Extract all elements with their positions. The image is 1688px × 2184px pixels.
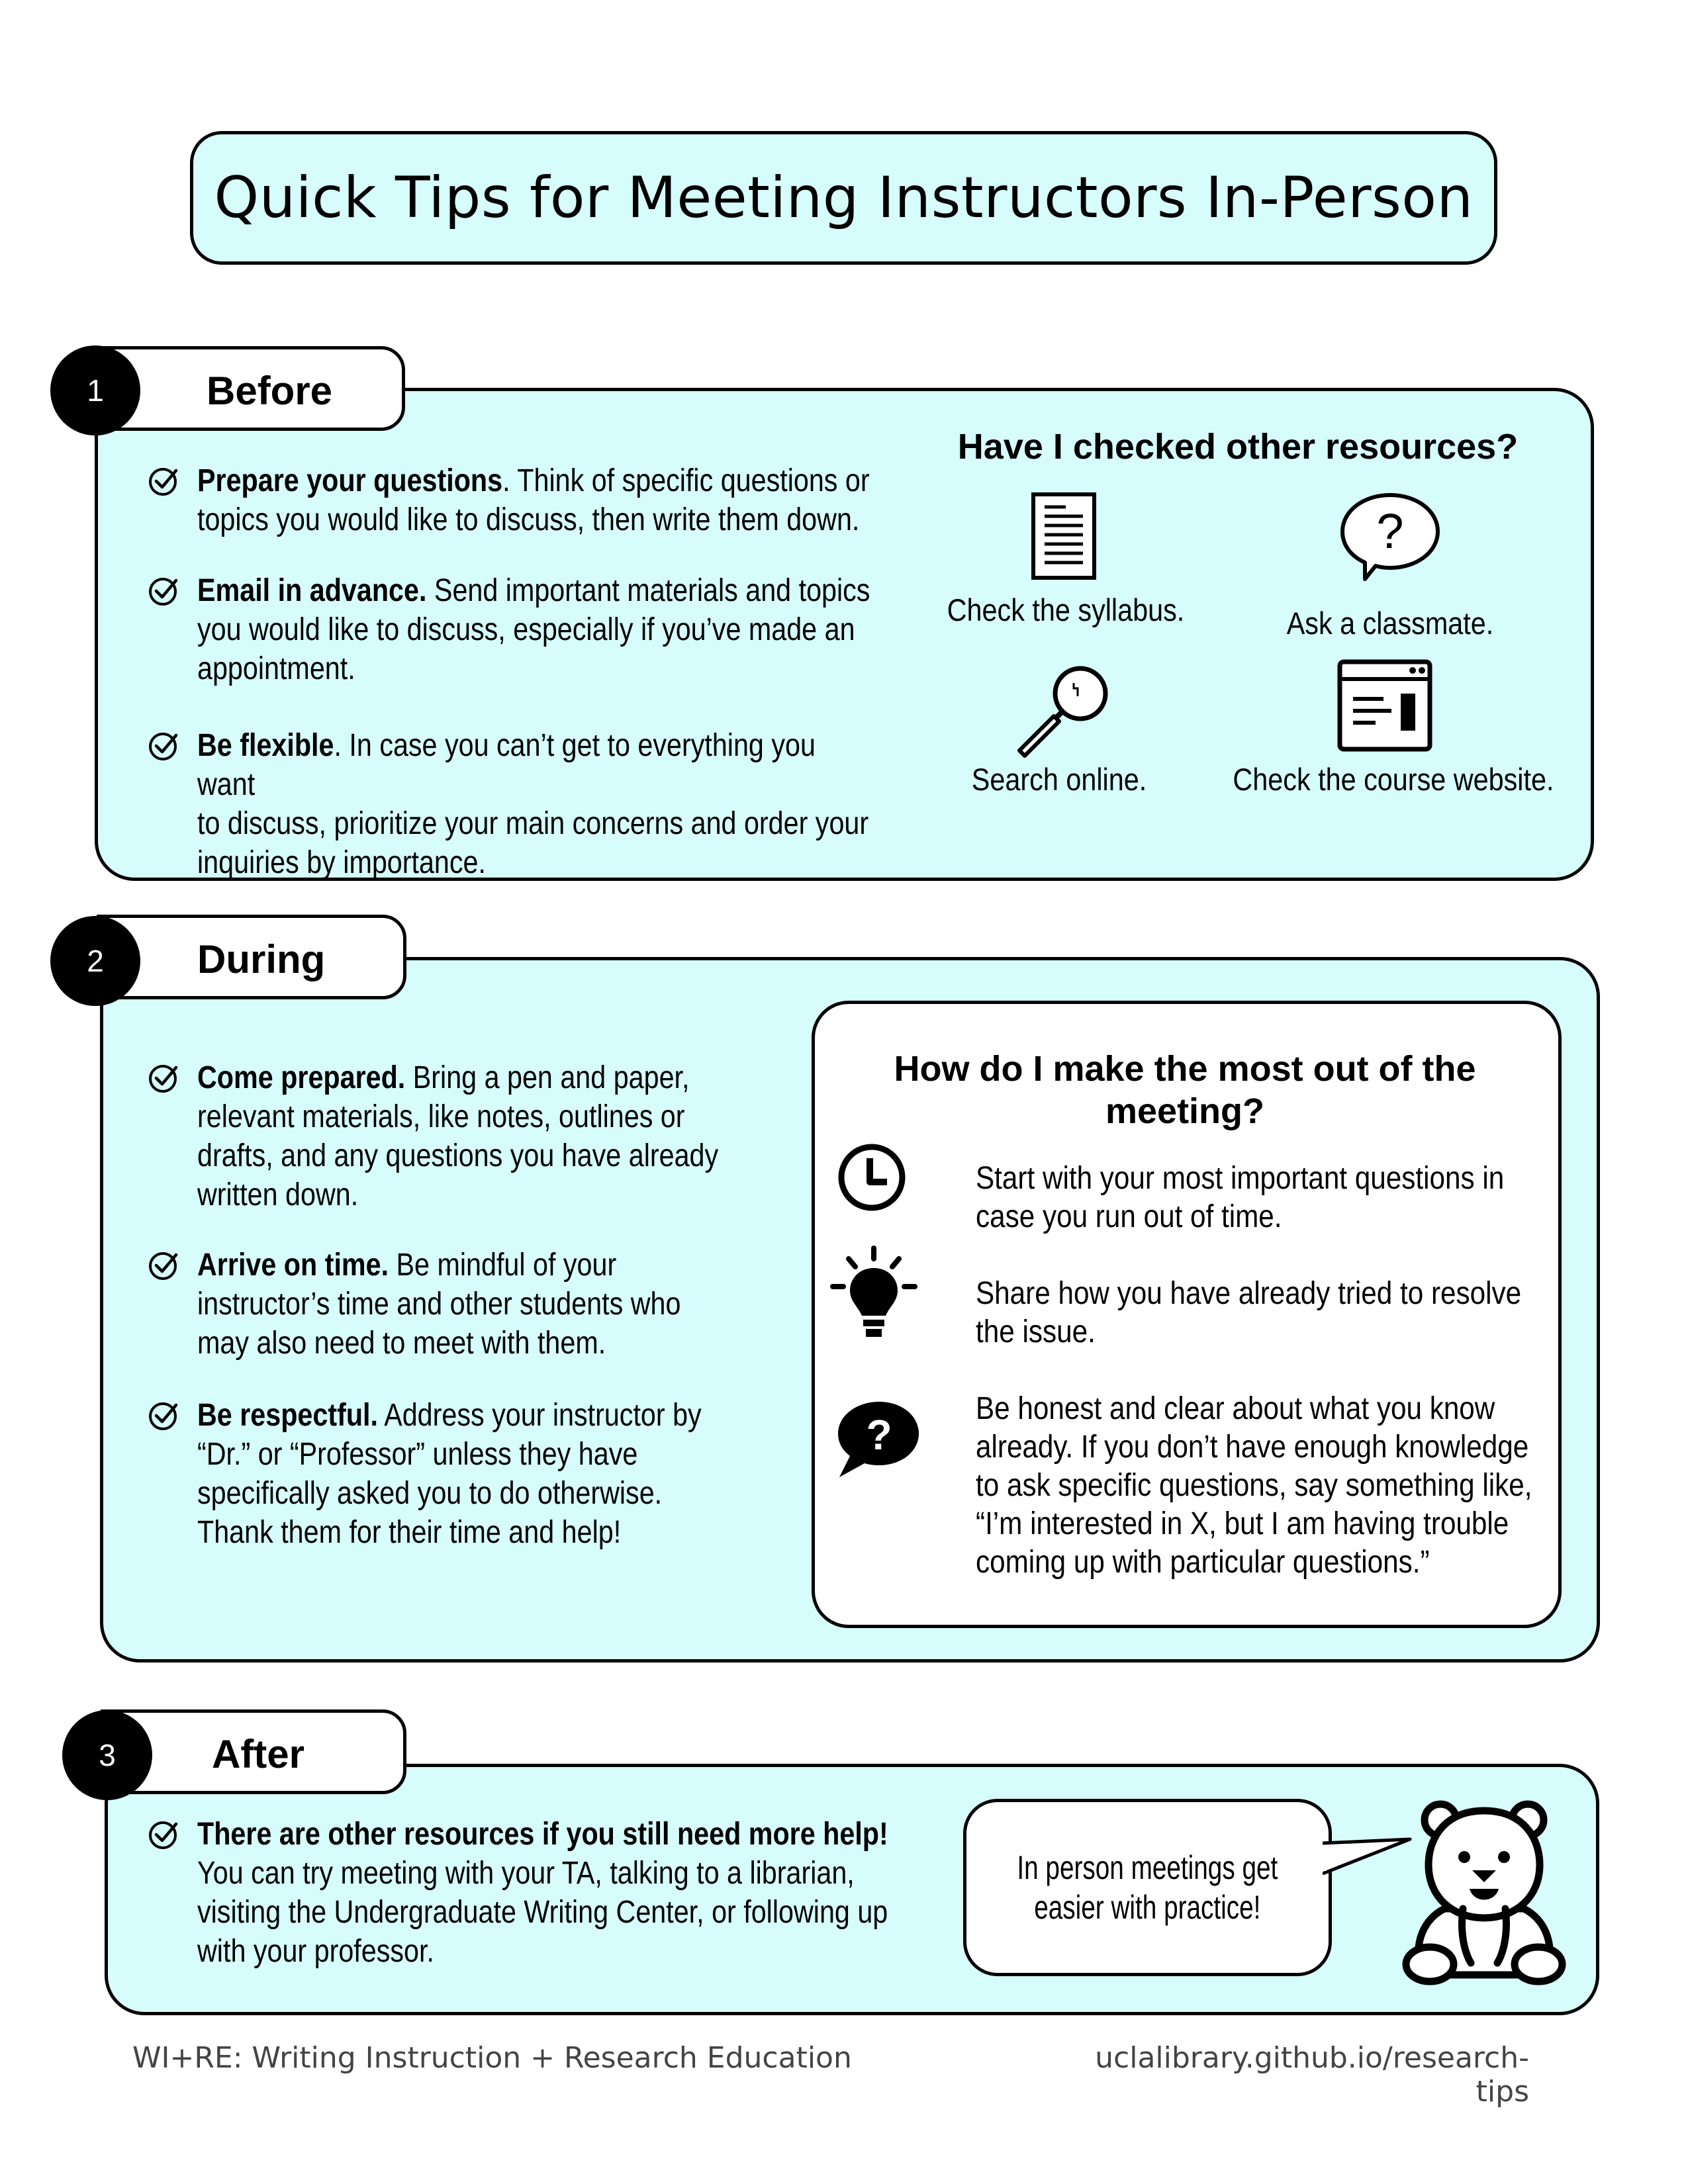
before-label: Before: [207, 369, 333, 413]
tip-text: drafts, and any questions you have already: [197, 1138, 719, 1173]
check-icon: [147, 1062, 180, 1095]
check-icon: [147, 1399, 180, 1432]
tip-text: appointment.: [197, 651, 355, 686]
during-label: During: [197, 937, 326, 981]
tip-be-flexible: [197, 726, 880, 882]
tip-be-respectful: [197, 1396, 823, 1552]
step-number-2: 2: [50, 916, 140, 1006]
check-icon: [147, 465, 180, 498]
strategies-heading: [821, 1048, 1549, 1132]
tip-text: Thank them for their time and help!: [197, 1515, 622, 1550]
tip-text: you would like to discuss, especially if you’ve made an: [197, 612, 855, 647]
strategies-heading-line: How do I make the most out of the: [894, 1049, 1476, 1089]
check-icon: [147, 729, 180, 762]
strategy-line: coming up with particular questions.”: [976, 1545, 1430, 1580]
tip-text: with your professor.: [197, 1934, 434, 1969]
tip-text: Bring a pen and paper,: [405, 1060, 690, 1095]
step-number-1: 1: [50, 345, 140, 435]
strategy-line: case you run out of time.: [976, 1199, 1282, 1234]
tip-prepare-questions: [197, 461, 880, 539]
tip-text: . Think of specific questions or: [502, 463, 870, 498]
after-label: After: [212, 1732, 305, 1776]
tip-text: relevant materials, like notes, outlines or: [197, 1099, 685, 1134]
resource-caption: Check the course website.: [1233, 762, 1554, 797]
tip-text: You can try meeting with your TA, talking to a librarian,: [197, 1856, 855, 1891]
resources-heading: Have I checked other resources?: [957, 427, 1519, 467]
strategy-line: the issue.: [976, 1314, 1096, 1349]
tip-email-advance: [197, 571, 880, 688]
tip-text: may also need to meet with them.: [197, 1326, 606, 1361]
strategy-text: [976, 1275, 1558, 1351]
tip-arrive-on-time: [197, 1246, 823, 1363]
tip-title: Prepare your questions: [197, 463, 503, 498]
tip-text: specifically asked you to do otherwise.: [197, 1476, 663, 1511]
strategy-line: already. If you don’t have enough knowledge: [976, 1430, 1529, 1465]
tip-text: Send important materials and topics: [426, 573, 870, 608]
tip-text: instructor’s time and other students who: [197, 1287, 681, 1322]
document-icon: [1030, 491, 1099, 582]
tip-text: inquiries by importance.: [197, 845, 486, 880]
tip-text: . In case you can’t get to everything you want: [197, 728, 816, 802]
bubble-line: In person meetings get: [1017, 1849, 1278, 1886]
check-icon: [147, 1249, 180, 1282]
tip-other-resources: [197, 1815, 937, 1971]
tip-come-prepared: [197, 1058, 823, 1214]
bubble-text: [1000, 1848, 1296, 1927]
question-speech-icon: [833, 1399, 923, 1480]
strategy-text: [976, 1160, 1558, 1236]
tip-text: “Dr.” or “Professor” unless they have: [197, 1437, 638, 1472]
tip-text: visiting the Undergraduate Writing Center, or following up: [197, 1895, 888, 1930]
question-bubble-icon: [1337, 490, 1443, 584]
page-title-box: [190, 131, 1497, 265]
resource-caption: Ask a classmate.: [1286, 606, 1494, 641]
tip-text: topics you would like to discuss, then write them down.: [197, 502, 860, 537]
browser-window-icon: [1337, 659, 1432, 752]
resource-caption: Check the syllabus.: [947, 592, 1185, 627]
footer-left: WI+RE: Writing Instruction + Research Education: [132, 2041, 852, 2075]
tip-title: Come prepared.: [197, 1060, 406, 1095]
strategy-line: Start with your most important questions in: [976, 1161, 1505, 1196]
resource-caption: Search online.: [971, 762, 1147, 797]
check-icon: [147, 574, 180, 608]
strategy-line: to ask specific questions, say something like,: [976, 1468, 1532, 1503]
tip-title: Arrive on time.: [197, 1248, 389, 1283]
strategy-line: Share how you have already tried to resolve: [976, 1276, 1522, 1311]
tip-text: Address your instructor by: [377, 1398, 702, 1433]
tip-text: to discuss, prioritize your main concerns and order your: [197, 806, 869, 841]
strategies-heading-line: meeting?: [1105, 1091, 1265, 1131]
strategy-line: Be honest and clear about what you know: [976, 1391, 1495, 1426]
tip-title: Be respectful.: [197, 1398, 378, 1433]
svg-text:?: ?: [1376, 504, 1404, 559]
page-title: Quick Tips for Meeting Instructors In-Person: [214, 165, 1474, 231]
tip-title: There are other resources if you still need more help!: [197, 1817, 888, 1852]
bubble-line: easier with practice!: [1034, 1889, 1261, 1926]
lightbulb-icon: [827, 1244, 920, 1343]
tip-title: Email in advance.: [197, 573, 427, 608]
tip-title: Be flexible: [197, 728, 334, 763]
footer-right[interactable]: uclalibrary.github.io/research-tips: [1095, 2041, 1529, 2109]
tip-text: written down.: [197, 1177, 359, 1212]
svg-text:?: ?: [866, 1411, 892, 1459]
strategy-line: “I’m interested in X, but I am having trouble: [976, 1506, 1509, 1541]
bear-icon: [1398, 1796, 1570, 1988]
clock-icon: [835, 1141, 908, 1214]
encouragement-bubble: [963, 1799, 1332, 1976]
tip-text: Be mindful of your: [389, 1248, 617, 1283]
step-number-3: 3: [62, 1710, 152, 1800]
strategy-text: [976, 1390, 1558, 1582]
magnifier-icon: [1013, 662, 1119, 761]
check-icon: [147, 1818, 180, 1851]
